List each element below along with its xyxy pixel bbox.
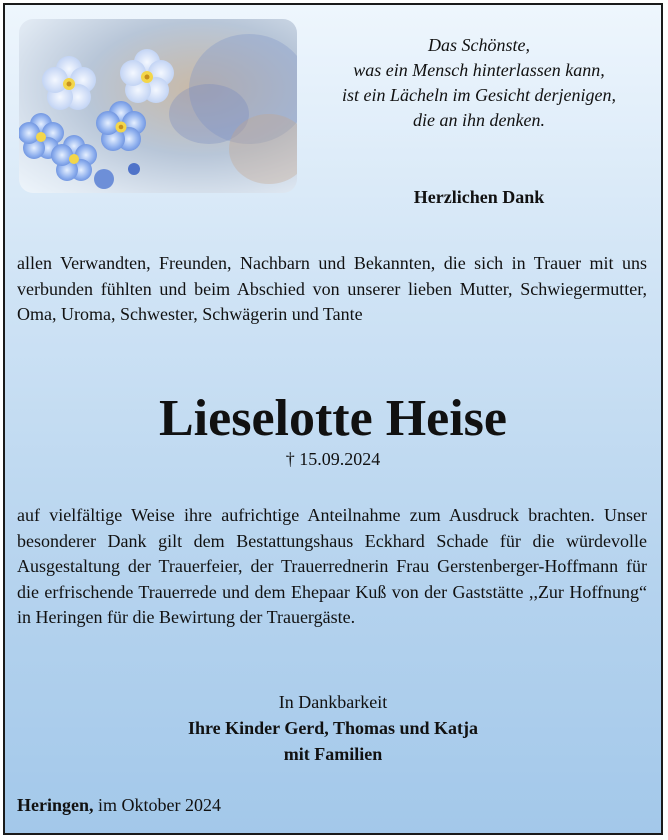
- quote-line: ist ein Lächeln im Gesicht derjenigen,: [342, 85, 616, 105]
- memorial-quote: [305, 33, 653, 133]
- quote-line: was ein Mensch hinterlassen kann,: [353, 60, 605, 80]
- place-date-footer: [17, 795, 221, 816]
- signature-line-gratitude: In Dankbarkeit: [278, 692, 388, 712]
- thanks-paragraph-2: auf vielfältige Weise ihre aufrichtige Anteilnahme zum Ausdruck brachten. Unser besonderer Dank gilt dem Bestattungshaus Eckhard Schade für die würdevolle Ausgestaltung der Trauerfeier, der Trauerrednerin Frau Gerstenberger-Hoffmann für die erfrischende Trauerrede und dem Ehepaar Kuß von der Gaststätte ,,Zur Hoffnung“ in Heringen für die Bewirtung der Trauergäste.: [17, 505, 647, 627]
- obituary-card: [3, 3, 663, 835]
- thanks-heading: Herzlichen Dank: [413, 187, 545, 207]
- thanks-paragraph-1: allen Verwandten, Freunden, Nachbarn und Bekannten, die sich in Trauer mit uns verbunden fühlten und beim Abschied von unserer lieben Mutter, Schwiegermutter, Oma, Uroma, Schwester, Schwägerin und Tante: [17, 253, 647, 324]
- forget-me-not-flowers-photo: [19, 19, 297, 193]
- quote-line: Das Schönste,: [428, 35, 530, 55]
- signature-line-families: mit Familien: [283, 744, 383, 764]
- signature-block: [5, 689, 661, 767]
- death-date: † 15.09.2024: [285, 449, 381, 469]
- footer-date: im Oktober 2024: [98, 795, 221, 815]
- signature-line-children: Ihre Kinder Gerd, Thomas und Katja: [187, 718, 479, 738]
- footer-place: Heringen,: [17, 795, 94, 815]
- quote-line: die an ihn denken.: [413, 110, 545, 130]
- deceased-name: Lieselotte Heise: [159, 390, 507, 447]
